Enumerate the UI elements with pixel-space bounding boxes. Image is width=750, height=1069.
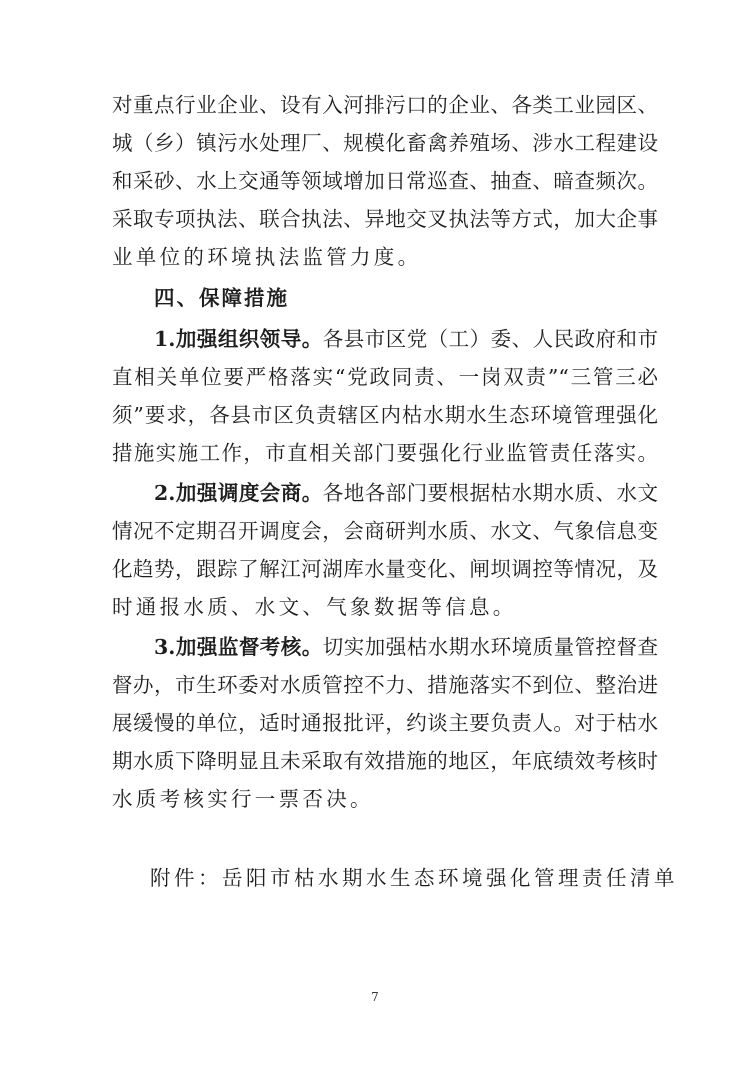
item2-line-2: 情况不定期召开调度会，会商研判水质、水文、气象信息变	[112, 519, 658, 543]
item2-first-rest: 各地各部门要根据枯水期水质、水文	[322, 481, 658, 505]
item2-first-line	[154, 479, 658, 507]
item2-line-4: 时通报水质、水文、气象数据等信息。	[112, 595, 517, 619]
item1-line-3: 须”要求，各县市区负责辖区内枯水期水生态环境管理强化	[112, 403, 658, 427]
attachment-note: 附件：岳阳市枯水期水生态环境强化管理责任清单	[150, 866, 678, 890]
item3-line-4: 期水质下降明显且未采取有效措施的地区，年底绩效考核时	[112, 749, 658, 773]
item1-first-line	[154, 325, 658, 353]
para1-line-5: 业单位的环境执法监管力度。	[112, 245, 422, 269]
item3-first-line	[154, 633, 658, 661]
para1-line-3: 和采砂、水上交通等领域增加日常巡查、抽查、暗查频次。	[112, 169, 658, 193]
para1-line-2: 城（乡）镇污水处理厂、规模化畜禽养殖场、涉水工程建设	[112, 131, 658, 155]
para1-line-4: 采取专项执法、联合执法、异地交叉执法等方式，加大企事	[112, 207, 658, 231]
item2-line-3: 化趋势，跟踪了解江河湖库水量变化、闸坝调控等情况，及	[112, 557, 658, 581]
item3-line-3: 展缓慢的单位，适时通报批评，约谈主要负责人。对于枯水	[112, 711, 658, 735]
item3-first-rest: 切实加强枯水期水环境质量管控督查	[322, 635, 658, 659]
item2-lead: 2.加强调度会商。	[154, 481, 323, 505]
item3-line-5: 水质考核实行一票否决。	[112, 787, 374, 811]
item1-line-4: 措施实施工作，市直相关部门要强化行业监管责任落实。	[112, 441, 658, 465]
item3-lead: 3.加强监督考核。	[154, 635, 323, 659]
item1-first-rest: 各县市区党（工）委、人民政府和市	[322, 327, 658, 351]
para1-line-1: 对重点行业企业、设有入河排污口的企业、各类工业园区、	[112, 93, 658, 117]
item1-lead: 1.加强组织领导。	[154, 327, 323, 351]
item3-line-2: 督办，市生环委对水质管控不力、措施落实不到位、整治进	[112, 673, 658, 697]
item1-line-2: 直相关单位要严格落实“党政同责、一岗双责”“三管三必	[112, 365, 658, 389]
section-heading: 四、保障措施	[154, 286, 289, 310]
page-number: 7	[371, 990, 379, 1004]
